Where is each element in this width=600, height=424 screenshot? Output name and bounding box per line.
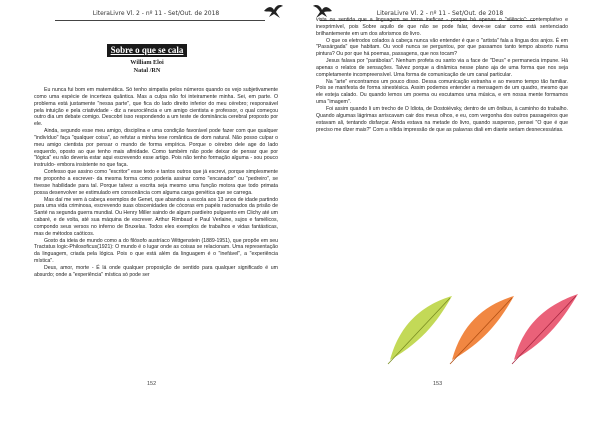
feather-icon: [388, 296, 452, 364]
article-byline: [100, 59, 194, 75]
right-body-text: [316, 17, 568, 133]
article-title: Sobre o que se cala: [107, 44, 187, 57]
paragraph: vista ou sentida que a linguagem se torna ineficaz - porque há apenas o "silêncio": contemplativo e inexprimível, pois Sobre aquilo de que não se pode falar, deve-se calar como está sentenciado brilhantemente em um dos aforismos do livro.: [316, 17, 568, 37]
running-header-right: LiteraLivre Vl. 2 - nº 11 - Set/Out. de 2018: [376, 9, 504, 17]
swallow-bird-logo-icon: [262, 2, 284, 20]
paragraph: Mas daí me vem à cabeça exemplos de Genet, que abandou a escola aos 13 anos de idade partindo para uma vida criminosa, escrevendo suas obscenidades de cócoras em papéis racionados da prisão de Santé na segunda guerra mundial. Ou Henry Miller saindo de algum pardieiro pulguento em Clichy até um cabaré, e de volta, até sua máquina de escrever. Arthur Rimbaud e Paul Verlaine, sujos e famélicos, compondo seus versos no inferno de Bruxelas. Todos eles exemplos de trabalhos e vidas fantásticas, mas de métodos caóticos.: [34, 196, 278, 237]
paragraph: Deus, amor, morte - É lá onde qualquer proposição de sentido para qualquer significado é um absurdo; onde a "experiência" mística só pode ser: [34, 264, 278, 278]
paragraph: O que os eletrodos colados à cabeça nunca vão entender é que o "artista" fala a língua dos anjos. É em "Passárgada" que habitam. Ou você nunca se perguntou, por que passamos tanto tempo absorto numa pintura? Ou por que há poemas, passagens, que nos tocam?: [316, 37, 568, 58]
paragraph: Ainda, segundo esse meu amigo, disciplina e uma condição favorável pode fazer com que qualquer "indivíduo" faça "qualquer coisa", ao refutar a minha tese romântica de dom natural. Não posso culpar o meu amigo cientista por pensar o mundo de forma empírica. Porque o cérebro dele age do lado esquerdo, oposto ao que tenho mais afinidade. Como também não pode deixar de pensar que por "lógica" eu não deveria estar aqui escrevendo esse artigo. Pois não tenho formação alguma - sou pouco instruído- embora insistente no que faça.: [34, 128, 278, 169]
page-number-right: 153: [433, 381, 443, 387]
paragraph: Foi assim quando li um trecho de O Idiota, de Dostoiévsky, dentro de um ônibus, à caminho do trabalho. Quando algumas lágrimas arriscavam cair dos meus olhos, e eu, com vergonha dos outros passageiros que estavam ali, tentando disfarçar. Ainda estava na metade do livro, quando suspenso, pensei "O que é que preciso me dizer mais?" Com a nítida impressão de que as palavras diali em diante seriam desnecessárias.: [316, 105, 568, 133]
feather-icon: [450, 296, 514, 364]
paragraph: Confesso que assino como "escritor" esse texto e tantos outros que já escrevi, porque simplesmente me proponho a escrever- da mesma forma como poderia assinar como "encanador" ou "pedreiro", se tivesse habilidade para tal. Porque talvez a escrita seja mesmo uma função motora que todo primata possa desenvolver se estimulado em consonância com alguma carga genética que se carrega.: [34, 169, 278, 196]
header-rule: [55, 20, 265, 21]
paragraph: Eu nunca fui bom em matemática. Só tenho simpatia pelos números quando os vejo subjetivamente como uma espécie de incerteza quântica. Mas a culpa não foi inteiramente minha. Sei, em parte. O problema está justamente "nessa parte", que fica do lado direito inferior do meu cérebro; responsável pela intuição e pela criatividade - diz a neurociência e um amigo cientista e professor, o qual começou outro dia um debate comigo. Descobri isso respondendo a um teste de dominância cerebral proposto por ele.: [34, 87, 278, 128]
left-body-text: [34, 87, 278, 279]
feathers-illustration: [380, 282, 590, 382]
right-page: [300, 0, 600, 424]
paragraph: Gosto da ideia de mundo como a do filósofo austríaco Wittgenstein (1889-1951), que propõe em seu Tractatus logic-Philosoficus(1921): O mundo é o lugar onde as coisas se relacionam. Uma representação da linguagem, criada pela lógica. Pois o que está além da linguagem é o "inefável", a "experiência mística".: [34, 237, 278, 265]
paragraph: Na "arte" encontramos um pouco disso. Dessa comunicação estranha e ao mesmo tempo tão familiar. Pois se manifesta de forma sinestésica. Assim podemos entender a mensagem de um quadro, mesmo que ele esteja calado. Ou quando lemos um poema ou escutamos uma música, e em nossa mente formamos uma "imagem".: [316, 78, 568, 106]
feather-icon: [512, 294, 578, 364]
author-location: Natal /RN: [133, 67, 161, 74]
paragraph: Jesus falava por "parábolas". Nenhum profeta ou santo via a face de "Deus" e permanecia impune. Há apenas o relatos de sensações. Talvez porque a dinâmica nesse plano aja de uma forma que nos seja completamente incompreensível. Uma forma de comunicação de um canal particular.: [316, 58, 568, 78]
page-number-left: 152: [147, 381, 157, 387]
running-header-left: LiteraLivre Vl. 2 - nº 11 - Set/Out. de 2018: [92, 9, 220, 17]
author-name: William Eloi: [130, 59, 164, 66]
